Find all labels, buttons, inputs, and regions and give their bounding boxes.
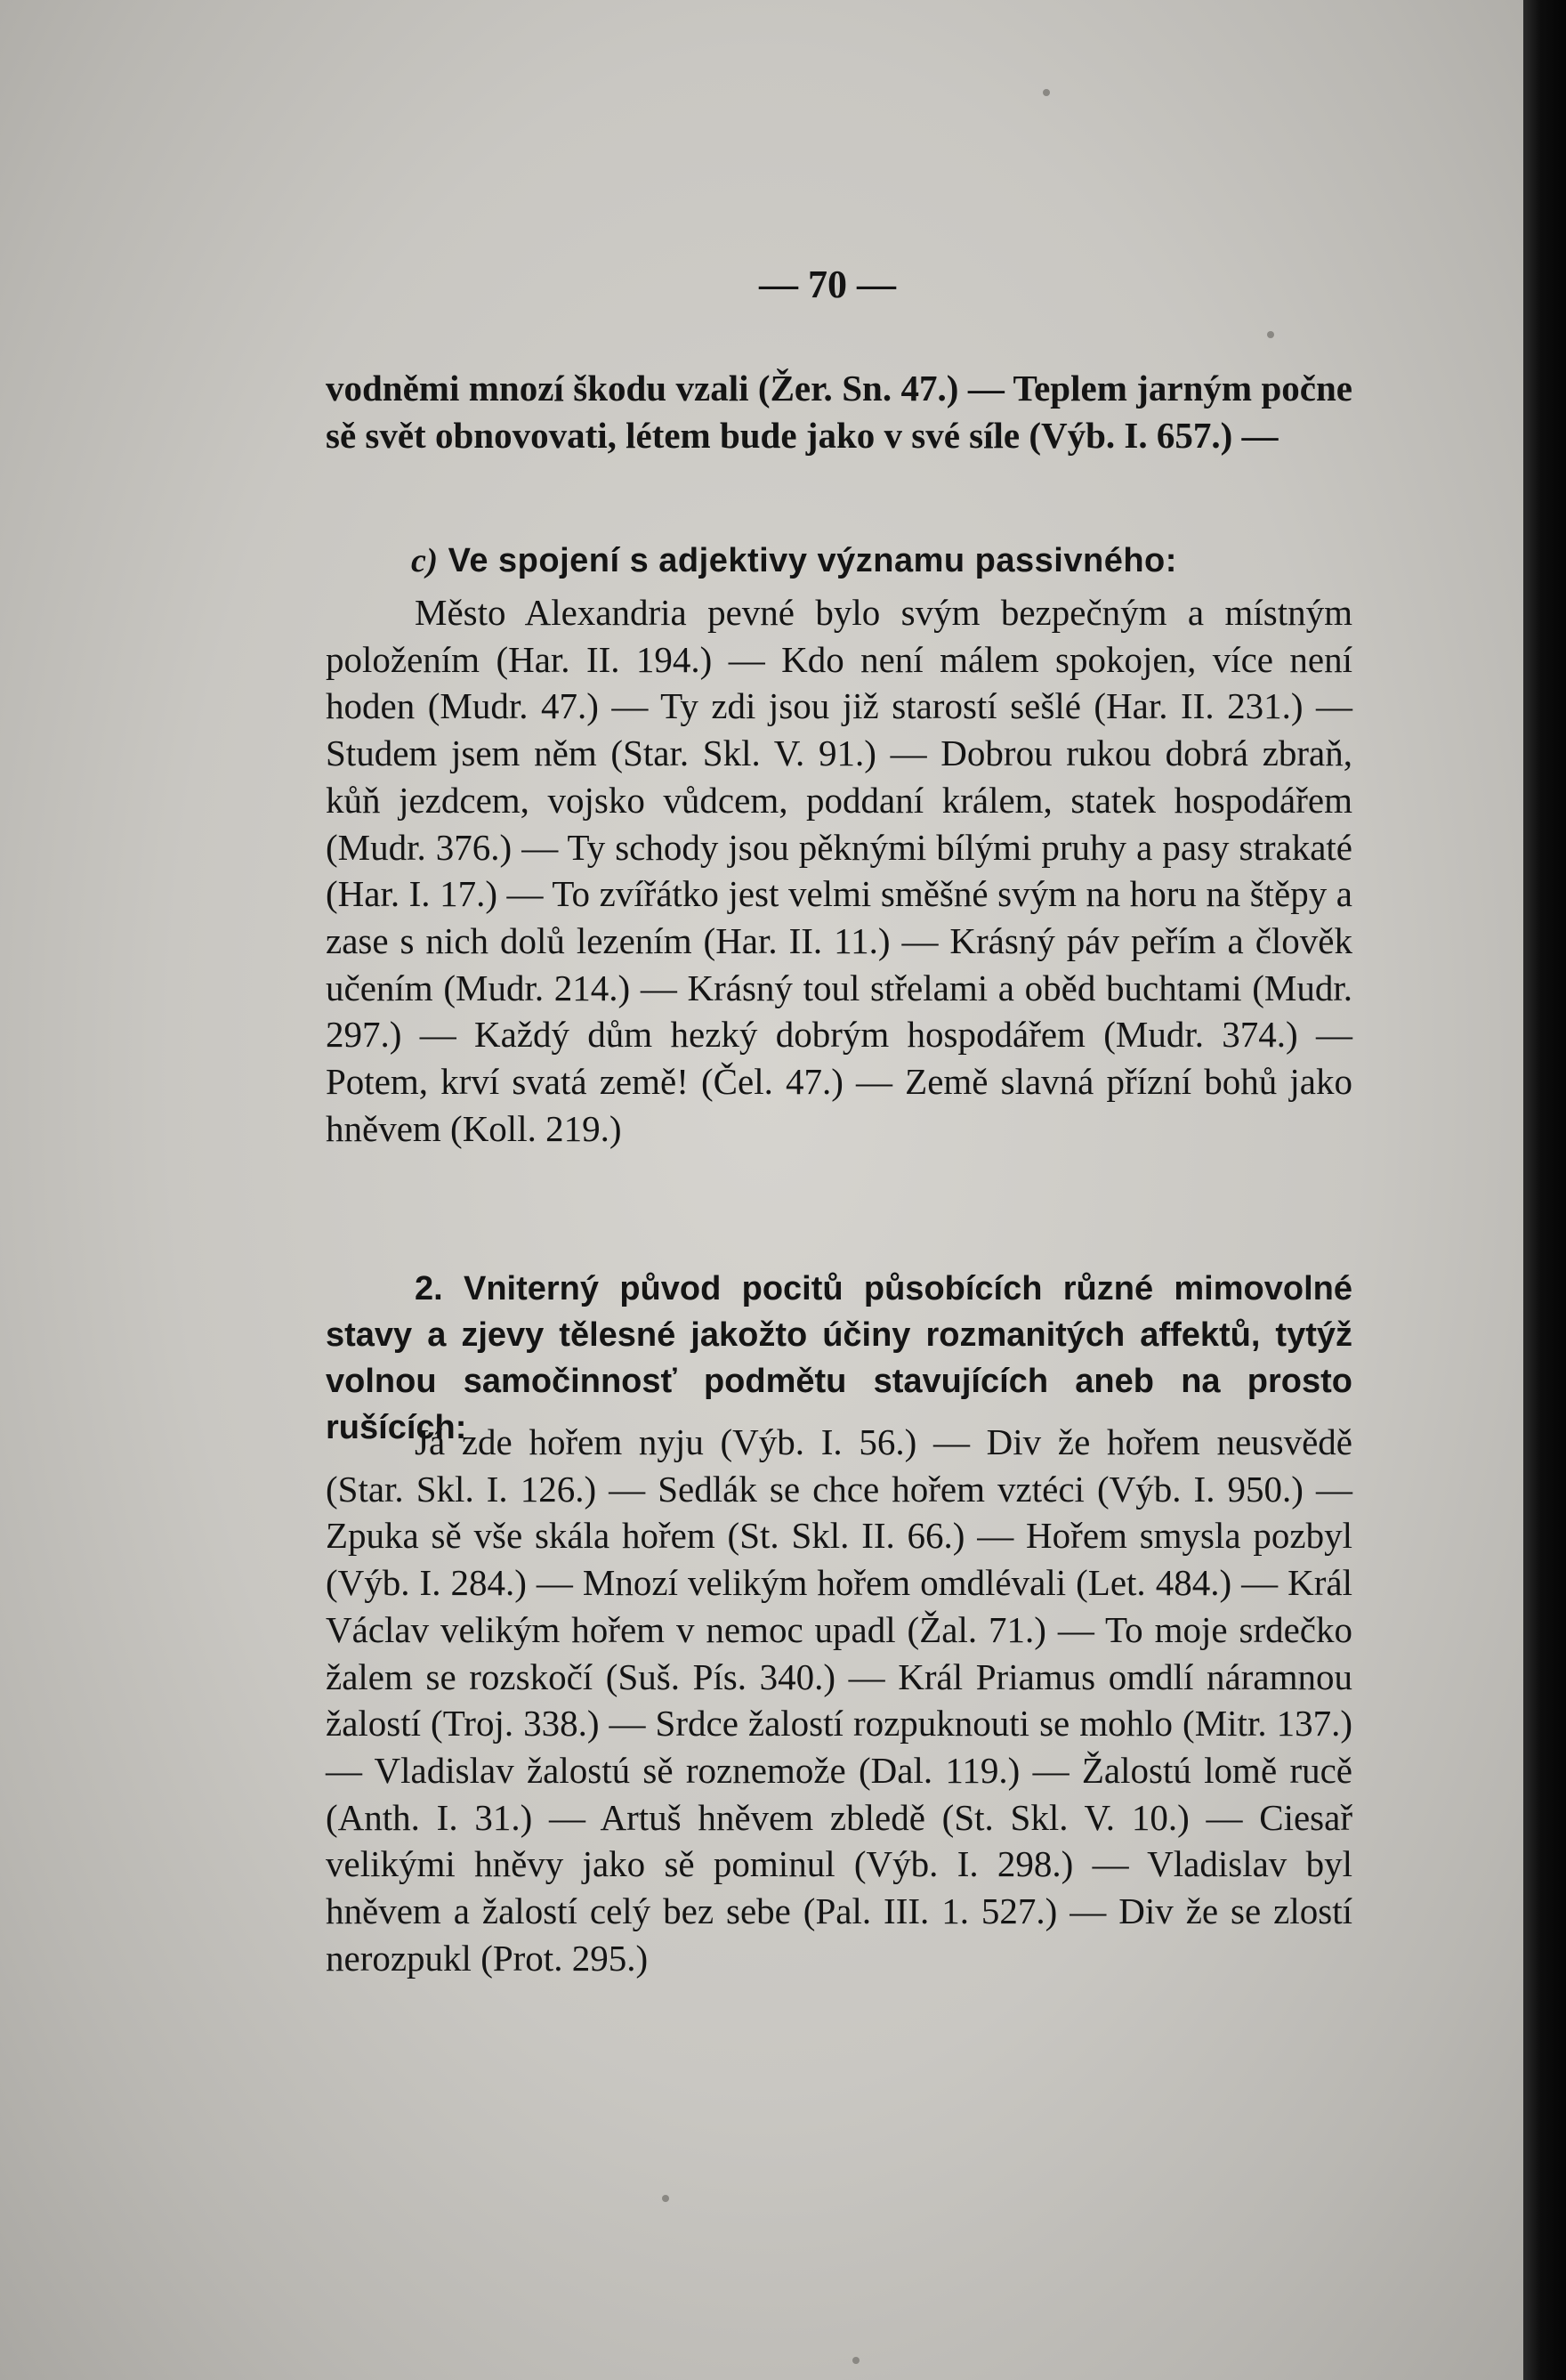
paragraph-continuation: vodněmi mnozí škodu vzali (Žer. Sn. 47.) — Teplem jarným počne sě svět obnovovati, létem bude jako v své síle (Výb. I. 657.) — xyxy=(326,368,1352,456)
paper-speck xyxy=(1267,331,1274,338)
section-title: Ve spojení s adjektivy významu passivného: xyxy=(448,542,1177,579)
paper-speck xyxy=(1043,89,1050,96)
paper-speck xyxy=(662,2195,669,2202)
paper-speck xyxy=(852,2357,860,2364)
paragraph-examples-passive: Město Alexandria pevné bylo svým bezpečným a místným položením (Har. II. 194.) — Kdo není málem spokojen, více není hoden (Mudr. 47.) — Ty zdi jsou již starostí sešlé (Har. II. 231.) — Studem jsem něm (Star. Skl. V. 91.) — Dobrou rukou dobrá zbraň, kůň jezdcem, vojsko vůdcem, poddaní králem, statek hospodářem (Mudr. 376.) — Ty schody jsou pěknými bílými pruhy a pasy strakaté (Har. I. 17.) — To zvířátko jest velmi směšné svým na horu na štěpy a zase s nich dolů lezením (Har. II. 11.) — Krásný páv peřím a člověk učením (Mudr. 214.) — Krásný toul střelami a oběd buchtami (Mudr. 297.) — Každý dům hezký dobrým hospodářem (Mudr. 374.) — Potem, krví svatá země! (Čel. 47.) — Země slavná přízní bohů jako hněvem (Koll. 219.) xyxy=(326,592,1352,1149)
page-number: — 70 — xyxy=(759,263,896,306)
paragraph-examples-affects: Já zde hořem nyju (Výb. I. 56.) — Div že hořem neusvědě (Star. Skl. I. 126.) — Sedlák se chce hořem vztéci (Výb. I. 950.) — Zpuka sě vše skála hořem (St. Skl. II. 66.) — Hořem smysla pozbyl (Výb. I. 284.) — Mnozí velikým hořem omdlévali (Let. 484.) — Král Václav velikým hořem v nemoc upadl (Žal. 71.) — To moje srdečko žalem se rozskočí (Suš. Pís. 340.) — Král Priamus omdlí náramnou žalostí (Troj. 338.) — Srdce žalostí rozpuknouti se mohlo (Mitr. 137.) — Vladislav žalostú sě roznemože (Dal. 119.) — Žalostú lomě rucě (Anth. I. 31.) — Artuš hněvem zbledě (St. Skl. V. 10.) — Ciesař velikými hněvy jako sě pominul (Výb. I. 298.) — Vladislav byl hněvem a žalostí celý bez sebe (Pal. III. 1. 527.) — Div že se zlostí nerozpukl (Prot. 295.) xyxy=(326,1421,1352,1979)
section-heading-2: 2. Vniterný původ pocitů působících různé mimovolné stavy a zjevy tělesné jakožto účiny rozmanitých affektů, tytýž volnou samočinnosť podmětu stavujících aneb na prosto rušících: xyxy=(326,1270,1352,1446)
section-heading-c xyxy=(326,538,1352,585)
scan-dark-edge xyxy=(1523,0,1566,2380)
section-letter: c) xyxy=(411,542,439,579)
